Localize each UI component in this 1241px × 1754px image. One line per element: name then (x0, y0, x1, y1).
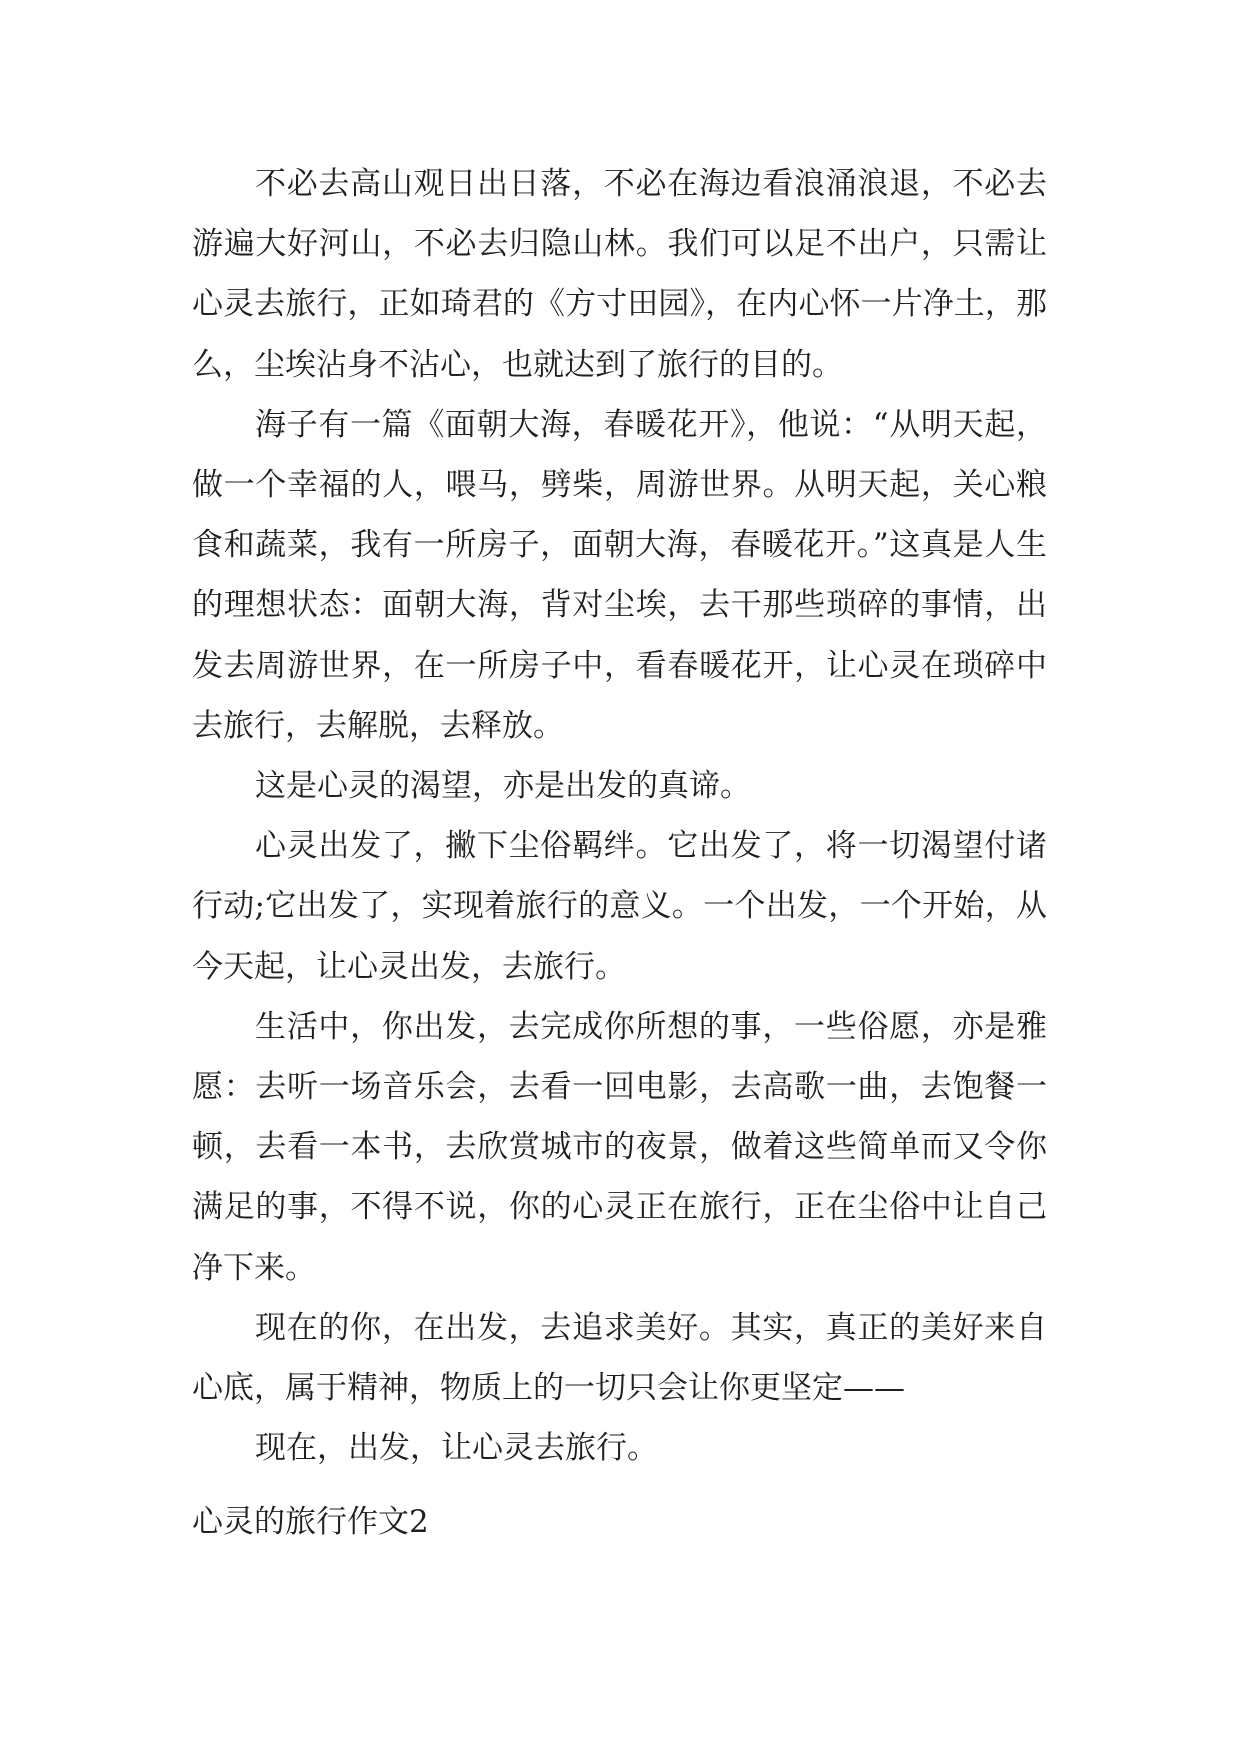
paragraph: 这是心灵的渴望，亦是出发的真谛。 (255, 768, 751, 805)
paragraph: 海子有一篇《面朝大海，春暖花开》，他说：“从明天起，做一个幸福的人，喂马，劈柴，周游世界。从明天起，关心粮食和蔬菜，我有一所房子，面朝大海，春暖花开。”这真是人生的理想状态：面朝大海，背对尘埃，去干那些琐碎的事情，出发去周游世界，在一所房子中，看春暖花开，让心灵在琐碎中去旅行，去解脱，去释放。 (192, 406, 1047, 744)
section-heading: 心灵的旅行作文2 (192, 1504, 429, 1540)
paragraph: 心灵出发了，撇下尘俗羁绊。它出发了，将一切渴望付诸行动;它出发了，实现着旅行的意义。一个出发，一个开始，从今天起，让心灵出发，去旅行。 (192, 828, 1047, 985)
paragraph: 现在的你，在出发，去追求美好。其实，真正的美好来自心底，属于精神，物质上的一切只会让你更坚定—— (192, 1309, 1047, 1407)
paragraph: 生活中，你出发，去完成你所想的事，一些俗愿，亦是雅愿：去听一场音乐会，去看一回电影，去高歌一曲，去饱餐一顿，去看一本书，去欣赏城市的夜景，做着这些简单而又令你满足的事，不得不说，你的心灵正在旅行，正在尘俗中让自己净下来。 (192, 1008, 1047, 1286)
essay-body (192, 154, 1047, 1478)
paragraph: 不必去高山观日出日落，不必在海边看浪涌浪退，不必去游遍大好河山，不必去归隐山林。我们可以足不出户，只需让心灵去旅行，正如琦君的《方寸田园》，在内心怀一片净土，那么，尘埃沾身不沾心，也就达到了旅行的目的。 (192, 166, 1047, 383)
paragraph: 现在，出发，让心灵去旅行。 (255, 1430, 658, 1467)
